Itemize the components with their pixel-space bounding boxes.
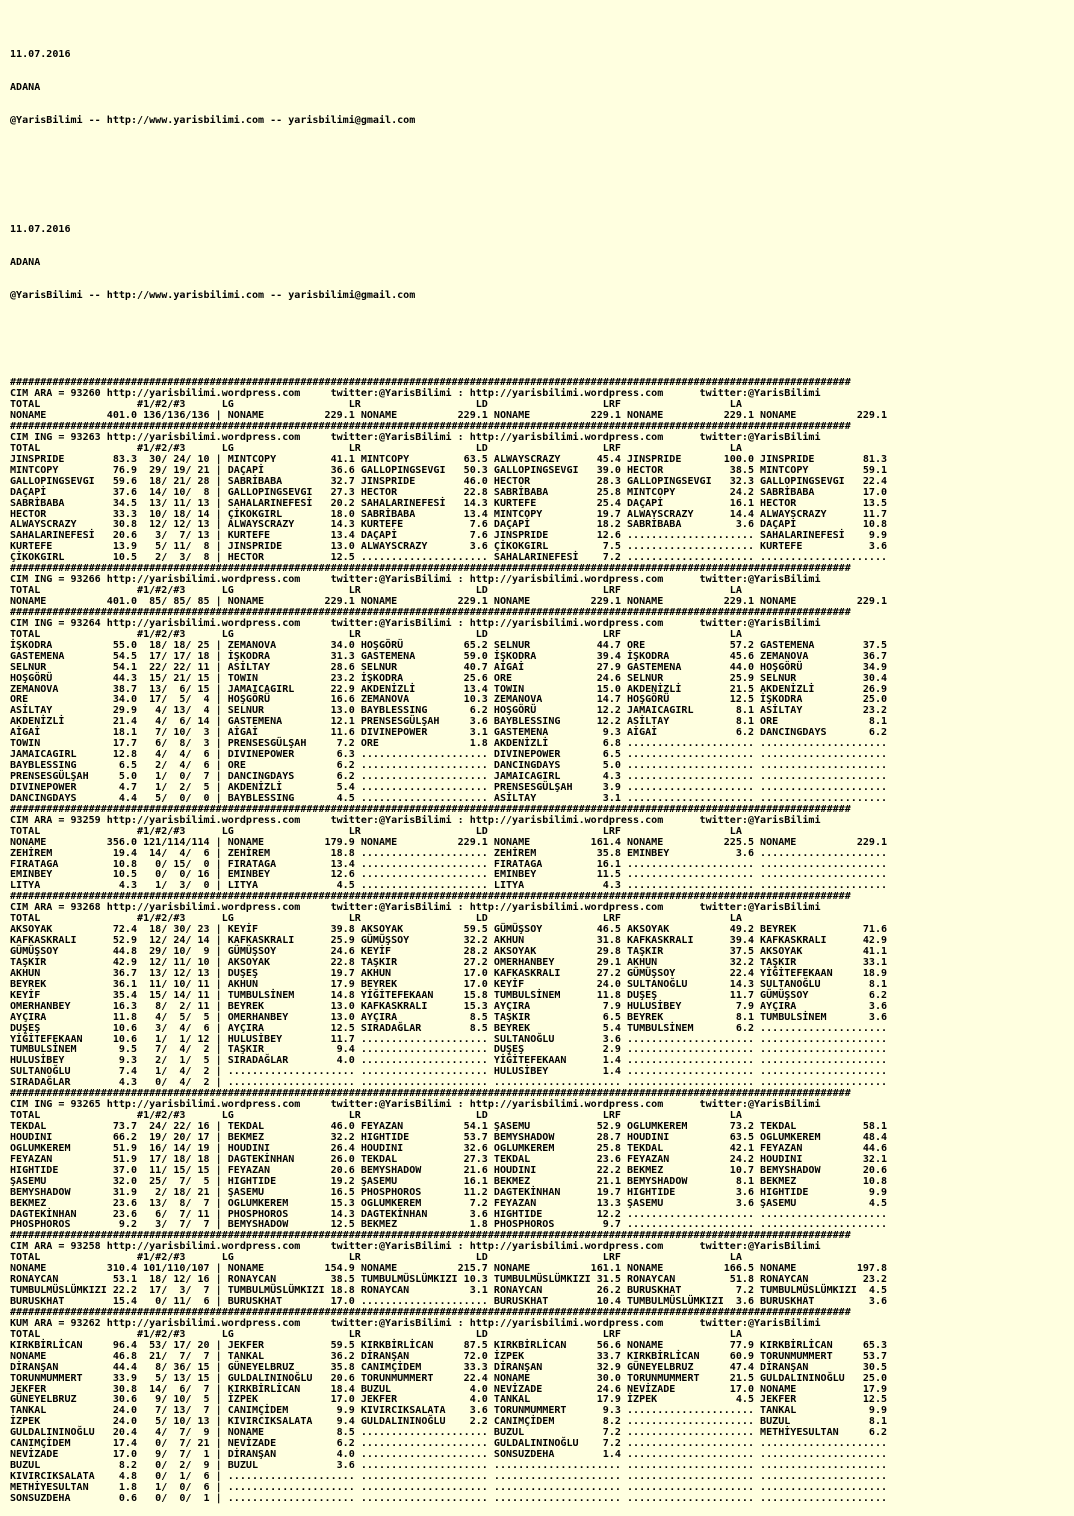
runner-row: SAHALARINEFESİ 20.6 3/ 7/ 13 | KURTEFE 13.4 DAÇAPİ 7.6 JINSPRIDE 12.6 ..................... SAHALARINEFESİ 9.9 [10, 530, 888, 542]
runner-row: ÇİKOKGIRL 10.5 2/ 3/ 8 | HECTOR 12.5 ..................... SAHALARINEFESİ 7.2 ..................... ..................... [10, 552, 888, 564]
runner-row: AKDENİZLİ 21.4 4/ 6/ 14 | GASTEMENA 12.1 PRENSESGÜLŞAH 3.6 BAYBLESSING 12.2 ASİLTAY 8.1 ORE 8.1 [10, 716, 888, 728]
race-header: CIM ARA = 93258 http://yarisbilimi.wordpress.com twitter:@YarisBilimi : http://yarisbilimi.wordpress.com twitter:@YarisBilimi [10, 1241, 821, 1253]
race-tables [10, 378, 1070, 1505]
runner-row: DUŞEŞ 10.6 3/ 4/ 6 | AYÇIRA 12.5 SIRADAĞLAR 8.5 BEYREK 5.4 TUMBULSİNEM 6.2 ..................... [10, 1022, 888, 1034]
section-separator: ########################################################################################################################################### [10, 563, 851, 575]
runner-row: HOŞGÖRÜ 44.3 15/ 21/ 15 | TOWIN 23.2 İŞKODRA 25.6 ORE 24.6 SELNUR 25.9 SELNUR 30.4 [10, 672, 888, 684]
runner-row: AYÇIRA 11.8 4/ 5/ 5 | OMERHANBEY 13.0 AYÇIRA 8.5 TAŞKIR 6.5 BEYREK 8.1 TUMBULSİNEM 3.6 [10, 1011, 888, 1023]
runner-row: BEYREK 36.1 11/ 10/ 11 | AKHUN 17.9 BEYREK 17.0 KEYİF 24.0 SULTANOĞLU 14.3 SULTANOĞLU 8.1 [10, 978, 888, 990]
runner-row: HECTOR 33.3 10/ 18/ 14 | ÇİKOKGIRL 18.0 SABRİBABA 13.4 MINTCOPY 19.7 ALWAYSCRAZY 14.4 ALWAYSCRAZY 11.7 [10, 508, 888, 520]
runner-row: KURTEFE 13.9 5/ 11/ 8 | JINSPRIDE 13.0 ALWAYSCRAZY 3.6 ÇİKOKGIRL 7.5 ..................... KURTEFE 3.6 [10, 541, 888, 553]
race-header: CIM ARA = 93259 http://yarisbilimi.wordpress.com twitter:@YarisBilimi : http://yarisbilimi.wordpress.com twitter:@YarisBilimi [10, 814, 821, 826]
runner-row: DİRANŞAN 44.4 8/ 36/ 15 | GÜNEYELBRUZ 35.8 CANIMÇİDEM 33.3 DİRANŞAN 32.9 GÜNEYELBRUZ 47.4 DİRANŞAN 30.5 [10, 1361, 888, 1373]
runner-row: BUZUL 8.2 0/ 2/ 9 | BUZUL 3.6 ..................... ..................... ..................... ..................... [10, 1460, 888, 1472]
runner-row: DAÇAPİ 37.6 14/ 10/ 8 | GALLOPINGSEVGI 27.3 HECTOR 22.8 SABRİBABA 25.8 MINTCOPY 24.2 SABRİBABA 17.0 [10, 486, 888, 498]
column-header: TOTAL #1/#2/#3 LG LR LD LRF LA [10, 913, 742, 925]
section-separator: ########################################################################################################################################### [10, 421, 851, 433]
runner-row: YİĞİTEFEKAAN 10.6 1/ 1/ 12 | HULUSİBEY 11.7 ..................... SULTANOĞLU 3.6 ..................... ..................... [10, 1033, 888, 1045]
report-city: ADANA [10, 81, 41, 93]
runner-row: TOWIN 17.7 6/ 8/ 3 | PRENSESGÜLŞAH 7.2 ORE 1.8 AKDENİZLİ 6.8 ..................... ..................... [10, 738, 888, 750]
runner-row: JINSPRIDE 83.3 30/ 24/ 10 | MINTCOPY 41.1 MINTCOPY 63.5 ALWAYSCRAZY 45.4 JINSPRIDE 100.0 JINSPRIDE 81.3 [10, 453, 888, 465]
runner-row: ZEMANOVA 38.7 13/ 6/ 15 | JAMAICAGIRL 22.9 AKDENİZLİ 13.4 TOWIN 15.0 AKDENİZLİ 21.5 AKDENİZLİ 26.9 [10, 683, 888, 695]
runner-row: JEKFER 30.8 14/ 6/ 7 | KIRKBİRLİCAN 18.4 BUZUL 4.0 NEVİZADE 24.6 NEVİZADE 17.0 NONAME 17.9 [10, 1383, 888, 1395]
column-header: TOTAL #1/#2/#3 LG LR LD LRF LA [10, 399, 742, 411]
runner-row: NONAME 356.0 121/114/114 | NONAME 179.9 NONAME 229.1 NONAME 161.4 NONAME 225.5 NONAME 229.1 [10, 836, 888, 848]
runner-row: TORUNMUMMERT 33.9 5/ 13/ 15 | GULDALININOĞLU 20.6 TORUNMUMMERT 22.4 NONAME 30.0 TORUNMUMMERT 21.5 GULDALININOĞLU 25.0 [10, 1372, 888, 1384]
race-report-document [10, 6, 1070, 1504]
runner-row: TAŞKIR 42.9 12/ 11/ 10 | AKSOYAK 22.8 TAŞKIR 27.2 OMERHANBEY 29.1 AKHUN 32.2 TAŞKIR 33.1 [10, 956, 888, 968]
runner-row: OGLUMKEREM 51.9 16/ 14/ 19 | HOUDINI 26.4 HOUDINI 32.6 OGLUMKEREM 25.8 TEKDAL 42.1 FEYAZAN 44.6 [10, 1142, 888, 1154]
runner-row: MINTCOPY 76.9 29/ 19/ 21 | DAÇAPİ 36.6 GALLOPINGSEVGI 50.3 GALLOPINGSEVGI 39.0 HECTOR 38.5 MINTCOPY 59.1 [10, 464, 888, 476]
column-header: TOTAL #1/#2/#3 LG LR LD LRF LA [10, 442, 742, 454]
column-header: TOTAL #1/#2/#3 LG LR LD LRF LA [10, 1110, 742, 1122]
runner-row: JAMAICAGIRL 12.8 4/ 4/ 6 | DIVINEPOWER 6.3 ..................... DIVINEPOWER 6.5 ..................... ..................... [10, 749, 888, 761]
report-date: 11.07.2016 [10, 48, 71, 60]
runner-row: SELNUR 54.1 22/ 22/ 11 | ASİLTAY 28.6 SELNUR 40.7 AİGAİ 27.9 GASTEMENA 44.0 HOŞGÖRÜ 34.9 [10, 661, 888, 673]
runner-row: İZPEK 24.0 5/ 10/ 13 | KIVIRCIKSALATA 9.4 GULDALININOĞLU 2.2 CANIMÇİDEM 8.2 ..................... BUZUL 8.1 [10, 1416, 888, 1428]
runner-row: FIRATAGA 10.8 0/ 15/ 0 | FIRATAGA 13.4 ..................... FIRATAGA 16.1 ..................... ..................... [10, 858, 888, 870]
runner-row: KAFKASKRALI 52.9 12/ 24/ 14 | KAFKASKRALI 25.9 GÜMÜŞSOY 32.2 AKHUN 31.8 KAFKASKRALI 39.4 KAFKASKRALI 42.9 [10, 935, 888, 947]
runner-row: NONAME 401.0 136/136/136 | NONAME 229.1 NONAME 229.1 NONAME 229.1 NONAME 229.1 NONAME 229.1 [10, 410, 888, 422]
runner-row: BAYBLESSING 6.5 2/ 4/ 6 | ORE 6.2 ..................... DANCINGDAYS 5.0 ..................... ..................... [10, 760, 888, 772]
runner-row: OMERHANBEY 16.3 8/ 2/ 11 | BEYREK 13.0 KAFKASKRALI 15.3 AYÇIRA 7.9 HULUSİBEY 7.9 AYÇIRA 3.6 [10, 1000, 888, 1012]
section-separator: ########################################################################################################################################### [10, 803, 851, 815]
report-date: 11.07.2016 [10, 224, 71, 235]
runner-row: SABRİBABA 34.5 13/ 11/ 13 | SAHALARINEFESİ 20.2 SAHALARINEFESİ 14.3 KURTEFE 25.4 DAÇAPİ 16.1 HECTOR 13.5 [10, 497, 888, 509]
report-city: ADANA [10, 256, 41, 268]
runner-row: TEKDAL 73.7 24/ 22/ 16 | TEKDAL 46.0 FEYAZAN 54.1 ŞASEMU 52.9 OGLUMKEREM 73.2 TEKDAL 58.1 [10, 1121, 888, 1133]
runner-row: BEKMEZ 23.6 13/ 8/ 7 | OGLUMKEREM 15.3 OGLUMKEREM 7.2 FEYAZAN 13.3 ŞASEMU 3.6 ŞASEMU 4.5 [10, 1197, 888, 1209]
column-header: TOTAL #1/#2/#3 LG LR LD LRF LA [10, 825, 742, 837]
runner-row: KIRKBİRLİCAN 96.4 53/ 17/ 20 | JEKFER 59.5 KIRKBİRLİCAN 87.5 KIRKBİRLİCAN 56.6 NONAME 77.9 KIRKBİRLİCAN 65.3 [10, 1339, 888, 1351]
runner-row: DANCINGDAYS 4.4 5/ 0/ 0 | BAYBLESSING 4.5 ..................... ASİLTAY 3.1 ..................... ..................... [10, 792, 888, 804]
runner-row: HIGHTIDE 37.0 11/ 15/ 15 | FEYAZAN 20.6 BEMYSHADOW 21.6 HOUDINI 22.2 BEKMEZ 10.7 BEMYSHADOW 20.6 [10, 1164, 888, 1176]
race-header: CIM ING = 93266 http://yarisbilimi.wordpress.com twitter:@YarisBilimi : http://yarisbilimi.wordpress.com twitter:@YarisBilimi [10, 574, 821, 586]
runner-row: AKSOYAK 72.4 18/ 30/ 23 | KEYİF 39.8 AKSOYAK 59.5 GÜMÜŞSOY 46.5 AKSOYAK 49.2 BEYREK 71.6 [10, 924, 888, 936]
runner-row: HOUDINI 66.2 19/ 20/ 17 | BEKMEZ 32.2 HIGHTIDE 53.7 BEMYSHADOW 28.7 HOUDINI 63.5 OGLUMKEREM 48.4 [10, 1131, 888, 1143]
runner-row: AİGAİ 18.1 7/ 10/ 3 | AİGAİ 11.6 DIVINEPOWER 3.1 GASTEMENA 9.3 AİGAİ 6.2 DANCINGDAYS 6.2 [10, 727, 888, 739]
section-separator: ########################################################################################################################################### [10, 377, 851, 389]
column-header: TOTAL #1/#2/#3 LG LR LD LRF LA [10, 628, 742, 640]
column-header: TOTAL #1/#2/#3 LG LR LD LRF LA [10, 1252, 742, 1264]
runner-row: EMINBEY 10.5 0/ 0/ 16 | EMINBEY 12.6 ..................... EMINBEY 11.5 ..................... ..................... [10, 869, 888, 881]
runner-row: LITYA 4.3 1/ 3/ 0 | LITYA 4.5 ..................... LITYA 4.3 ..................... ..................... [10, 880, 888, 892]
runner-row: TUMBULMÜSLÜMKIZI 22.2 17/ 3/ 7 | TUMBULMÜSLÜMKIZI 18.8 RONAYCAN 3.1 RONAYCAN 26.2 BURUSKHAT 7.2 TUMBULMÜSLÜMKIZI 4.5 [10, 1285, 888, 1297]
runner-row: NONAME 310.4 101/110/107 | NONAME 154.9 NONAME 215.7 NONAME 161.1 NONAME 166.5 NONAME 197.8 [10, 1263, 888, 1275]
runner-row: GÜMÜŞSOY 44.8 29/ 10/ 9 | GÜMÜŞSOY 24.6 KEYİF 28.2 AKSOYAK 29.8 TAŞKIR 37.5 AKSOYAK 41.1 [10, 946, 888, 958]
race-header: CIM ING = 93265 http://yarisbilimi.wordpress.com twitter:@YarisBilimi : http://yarisbilimi.wordpress.com twitter:@YarisBilimi [10, 1099, 821, 1111]
section-separator: ########################################################################################################################################### [10, 606, 851, 618]
runner-row: PHOSPHOROS 9.2 3/ 7/ 7 | BEMYSHADOW 12.5 BEKMEZ 1.8 PHOSPHOROS 9.7 ..................... ..................... [10, 1219, 888, 1231]
blank-line [10, 345, 1070, 356]
race-header: CIM ING = 93264 http://yarisbilimi.wordpress.com twitter:@YarisBilimi : http://yarisbilimi.wordpress.com twitter:@YarisBilimi [10, 617, 821, 629]
report-contact: @YarisBilimi -- http://www.yarisbilimi.com -- yarisbilimi@gmail.com [10, 289, 416, 301]
runner-row: BEMYSHADOW 31.9 2/ 18/ 21 | ŞASEMU 16.5 PHOSPHOROS 11.2 DAGTEKİNHAN 19.7 HIGHTIDE 3.6 HIGHTIDE 9.9 [10, 1186, 888, 1198]
runner-row: FEYAZAN 51.9 17/ 18/ 18 | DAGTEKİNHAN 26.0 TEKDAL 27.3 TEKDAL 23.6 FEYAZAN 24.2 HOUDINI 32.1 [10, 1153, 888, 1165]
runner-row: SIRADAĞLAR 4.3 0/ 4/ 2 | ..................... ..................... ..................... ..................... ..................... [10, 1077, 888, 1089]
runner-row: İŞKODRA 55.0 18/ 18/ 25 | ZEMANOVA 34.0 HOŞGÖRÜ 65.2 SELNUR 44.7 ORE 57.2 GASTEMENA 37.5 [10, 639, 888, 651]
runner-row: ZEHİREM 19.4 14/ 4/ 6 | ZEHİREM 18.8 ..................... ZEHİREM 35.8 EMINBEY 3.6 ..................... [10, 847, 888, 859]
section-separator: ########################################################################################################################################### [10, 1306, 851, 1318]
runner-row: ORE 34.0 17/ 5/ 4 | HOŞGÖRÜ 16.6 ZEMANOVA 10.3 ZEMANOVA 14.7 HOŞGÖRÜ 12.5 İŞKODRA 25.0 [10, 694, 888, 706]
race-header: CIM ING = 93263 http://yarisbilimi.wordpress.com twitter:@YarisBilimi : http://yarisbilimi.wordpress.com twitter:@YarisBilimi [10, 431, 821, 443]
runner-row: ŞASEMU 32.0 25/ 7/ 5 | HIGHTIDE 19.2 ŞASEMU 16.1 BEKMEZ 21.1 BEMYSHADOW 8.1 BEKMEZ 10.8 [10, 1175, 888, 1187]
section-separator: ########################################################################################################################################### [10, 1230, 851, 1242]
runner-row: NEVİZADE 17.0 9/ 7/ 1 | DİRANŞAN 4.0 ..................... SONSUZDEHA 1.4 ..................... ..................... [10, 1449, 888, 1461]
header-block [10, 203, 1070, 323]
runner-row: RONAYCAN 53.1 18/ 12/ 16 | RONAYCAN 38.5 TUMBULMÜSLÜMKIZI 10.3 TUMBULMÜSLÜMKIZI 31.5 RONAYCAN 51.8 RONAYCAN 23.2 [10, 1274, 888, 1286]
runner-row: TUMBULSİNEM 9.5 7/ 4/ 2 | TAŞKIR 9.4 ..................... DUŞEŞ 2.9 ..................... ..................... [10, 1044, 888, 1056]
runner-row: NONAME 46.8 21/ 7/ 7 | TANKAL 36.2 DİRANŞAN 72.0 İZPEK 33.7 KIRKBİRLİCAN 60.9 TORUNMUMMERT 53.7 [10, 1350, 888, 1362]
section-separator: ########################################################################################################################################### [10, 891, 851, 903]
section-separator: ########################################################################################################################################### [10, 1088, 851, 1100]
runner-row: GÜNEYELBRUZ 30.6 9/ 10/ 5 | İZPEK 17.0 JEKFER 4.0 TANKAL 17.9 İZPEK 4.5 JEKFER 12.5 [10, 1394, 888, 1406]
runner-row: CANIMÇİDEM 17.4 0/ 7/ 21 | NEVİZADE 6.2 ..................... GULDALININOĞLU 7.2 ..................... ..................... [10, 1438, 888, 1450]
runner-row: BURUSKHAT 15.4 0/ 11/ 6 | BURUSKHAT 17.0 ..................... BURUSKHAT 10.4 TUMBULMÜSLÜMKIZI 3.6 BURUSKHAT 3.6 [10, 1296, 888, 1308]
runner-row: KEYİF 35.4 15/ 14/ 11 | TUMBULSİNEM 14.8 YİĞİTEFEKAAN 15.8 TUMBULSİNEM 11.8 DUŞEŞ 11.7 GÜMÜŞSOY 6.2 [10, 989, 888, 1001]
race-header: CIM ARA = 93260 http://yarisbilimi.wordpress.com twitter:@YarisBilimi : http://yarisbilimi.wordpress.com twitter:@YarisBilimi [10, 388, 821, 400]
runner-row: GULDALININOĞLU 20.4 4/ 7/ 9 | NONAME 8.5 ..................... BUZUL 7.2 ..................... METHİYESULTAN 6.2 [10, 1427, 888, 1439]
column-header: TOTAL #1/#2/#3 LG LR LD LRF LA [10, 585, 742, 597]
runner-row: HULUSİBEY 9.3 2/ 1/ 5 | SIRADAĞLAR 4.0 ..................... YİĞİTEFEKAAN 1.4 ..................... ..................... [10, 1055, 888, 1067]
column-header: TOTAL #1/#2/#3 LG LR LD LRF LA [10, 1328, 742, 1340]
runner-row: KIVIRCIKSALATA 4.8 0/ 1/ 6 | ..................... ..................... ..................... ..................... ..................... [10, 1471, 888, 1483]
runner-row: ASİLTAY 29.9 4/ 13/ 4 | SELNUR 13.0 BAYBLESSING 6.2 HOŞGÖRÜ 12.2 JAMAICAGIRL 8.1 ASİLTAY 23.2 [10, 705, 888, 717]
runner-row: SONSUZDEHA 0.6 0/ 0/ 1 | ..................... ..................... ..................... ..................... ..................... [10, 1492, 888, 1504]
blank-line [10, 170, 1070, 181]
runner-row: ALWAYSCRAZY 30.8 12/ 12/ 13 | ALWAYSCRAZY 14.3 KURTEFE 7.6 DAÇAPİ 18.2 SABRİBABA 3.6 DAÇAPİ 10.8 [10, 519, 888, 531]
runner-row: GASTEMENA 54.5 17/ 17/ 18 | İŞKODRA 31.3 GASTEMENA 59.0 İŞKODRA 39.4 İŞKODRA 45.6 ZEMANOVA 36.7 [10, 650, 888, 662]
runner-row: NONAME 401.0 85/ 85/ 85 | NONAME 229.1 NONAME 229.1 NONAME 229.1 NONAME 229.1 NONAME 229.1 [10, 596, 888, 608]
runner-row: METHİYESULTAN 1.8 1/ 0/ 6 | ..................... ..................... ..................... ..................... ..................... [10, 1481, 888, 1493]
report-contact: @YarisBilimi -- http://www.yarisbilimi.com -- yarisbilimi@gmail.com [10, 114, 416, 126]
runner-row: GALLOPINGSEVGI 59.6 18/ 21/ 28 | SABRİBABA 32.7 JINSPRIDE 46.0 HECTOR 28.3 GALLOPINGSEVGI 32.3 GALLOPINGSEVGI 22.4 [10, 475, 888, 487]
race-header: KUM ARA = 93262 http://yarisbilimi.wordpress.com twitter:@YarisBilimi : http://yarisbilimi.wordpress.com twitter:@YarisBilimi [10, 1317, 821, 1329]
runner-row: DAGTEKİNHAN 23.6 6/ 7/ 11 | PHOSPHOROS 14.3 DAGTEKİNHAN 3.6 HIGHTIDE 12.2 ..................... ..................... [10, 1208, 888, 1220]
runner-row: DIVINEPOWER 4.7 1/ 2/ 5 | AKDENİZLİ 5.4 ..................... PRENSESGÜLŞAH 3.9 ..................... ..................... [10, 781, 888, 793]
runner-row: TANKAL 24.0 7/ 13/ 7 | CANIMÇİDEM 9.9 KIVIRCIKSALATA 3.6 TORUNMUMMERT 9.3 ..................... TANKAL 9.9 [10, 1405, 888, 1417]
race-header: CIM ARA = 93268 http://yarisbilimi.wordpress.com twitter:@YarisBilimi : http://yarisbilimi.wordpress.com twitter:@YarisBilimi [10, 902, 821, 914]
runner-row: PRENSESGÜLŞAH 5.0 1/ 0/ 7 | DANCINGDAYS 6.2 ..................... JAMAICAGIRL 4.3 ..................... ..................... [10, 771, 888, 783]
header-block [10, 28, 1070, 148]
runner-row: AKHUN 36.7 13/ 12/ 13 | DUŞEŞ 19.7 AKHUN 17.0 KAFKASKRALI 27.2 GÜMÜŞSOY 22.4 YİĞİTEFEKAAN 18.9 [10, 967, 888, 979]
runner-row: SULTANOĞLU 7.4 1/ 4/ 2 | ..................... ..................... HULUSİBEY 1.4 ..................... ..................... [10, 1066, 888, 1078]
